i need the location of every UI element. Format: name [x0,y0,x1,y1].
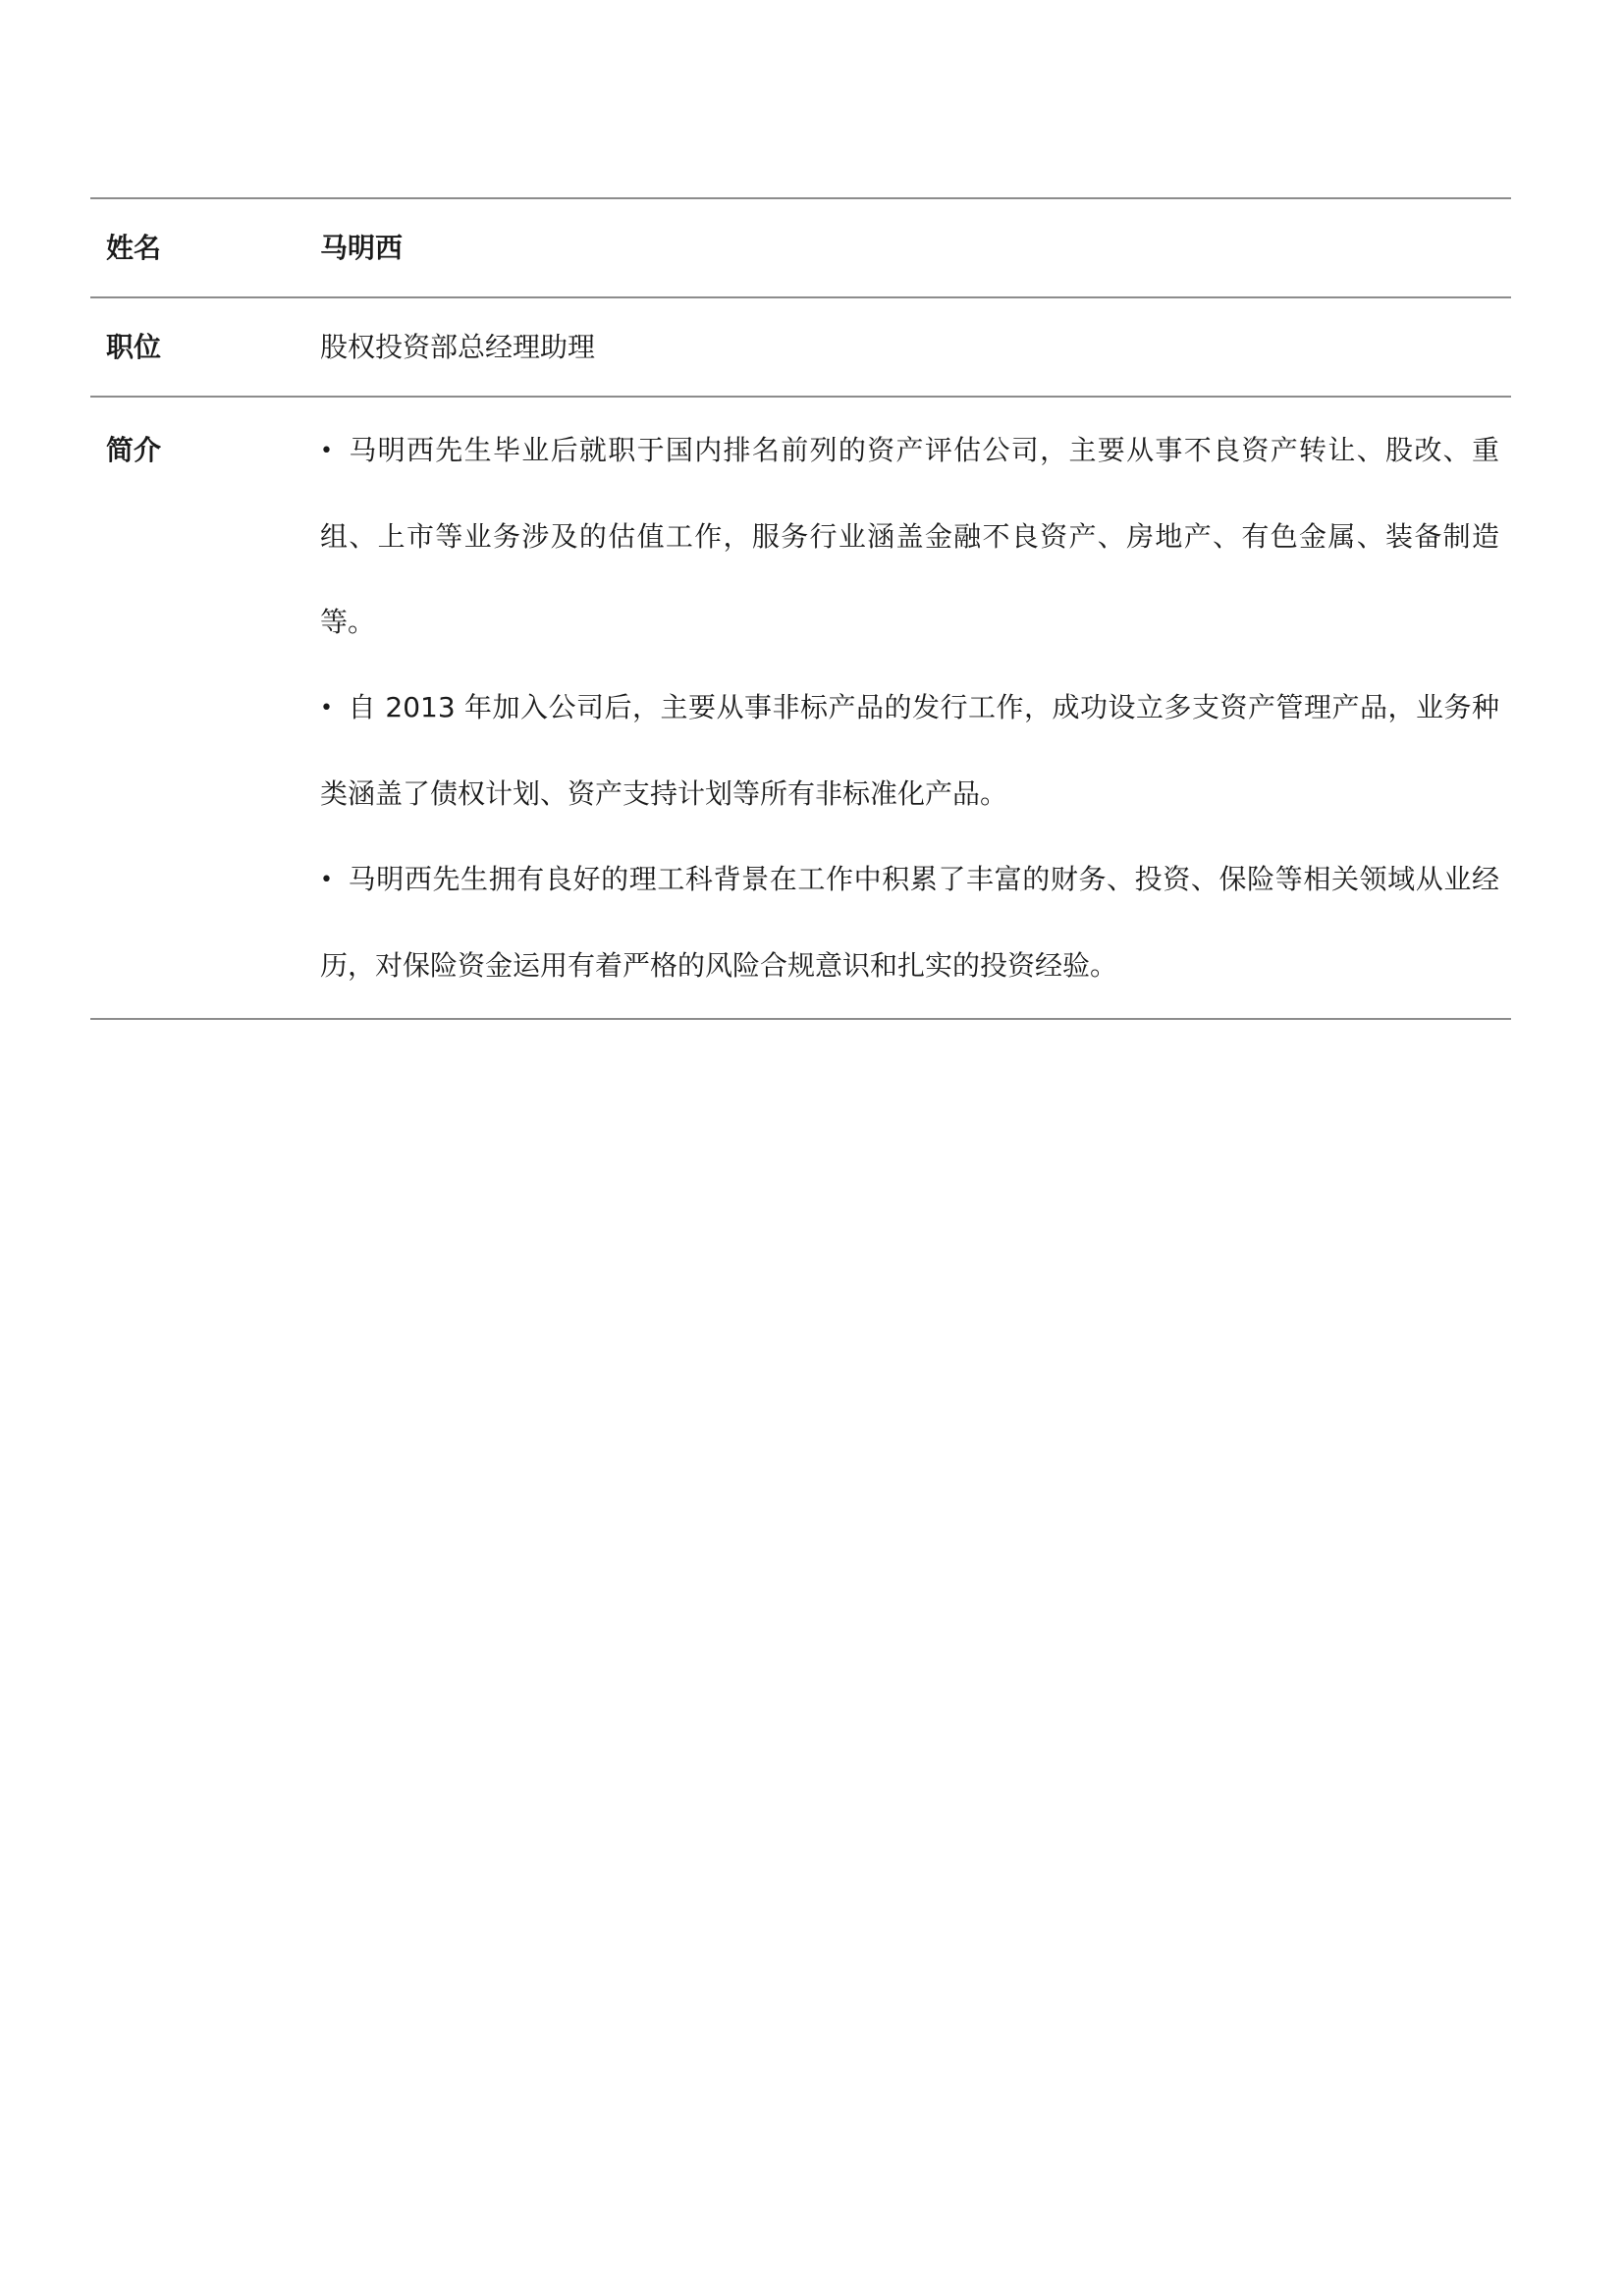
intro-item [320,836,1499,1008]
position-row [90,298,1511,398]
name-label: 姓名 [106,232,162,264]
intro-row [90,398,1511,1018]
profile-table [90,197,1511,1020]
position-value: 股权投资部总经理助理 [320,331,596,363]
name-row [90,199,1511,298]
intro-list [320,407,1511,1008]
bullet-icon: • [320,439,333,463]
intro-item-text: 马明西先生拥有良好的理工科背景在工作中积累了丰富的财务、投资、保险等相关领域从业经历，对保险资金运用有着严格的风险合规意识和扎实的投资经验。 [320,863,1499,982]
intro-item [320,407,1499,665]
intro-item-text: 自 2013 年加入公司后，主要从事非标产品的发行工作，成功设立多支资产管理产品，业务种类涵盖了债权计划、资产支持计划等所有非标准化产品。 [320,691,1499,810]
intro-item [320,665,1499,836]
intro-item-text: 马明西先生毕业后就职于国内排名前列的资产评估公司，主要从事不良资产转让、股改、重组、上市等业务涉及的估值工作，服务行业涵盖金融不良资产、房地产、有色金属、装备制造等。 [320,434,1499,638]
intro-label: 简介 [106,434,162,466]
position-label: 职位 [106,331,162,363]
bullet-icon: • [320,696,333,721]
bullet-icon: • [320,868,333,892]
name-value: 马明西 [320,232,404,264]
